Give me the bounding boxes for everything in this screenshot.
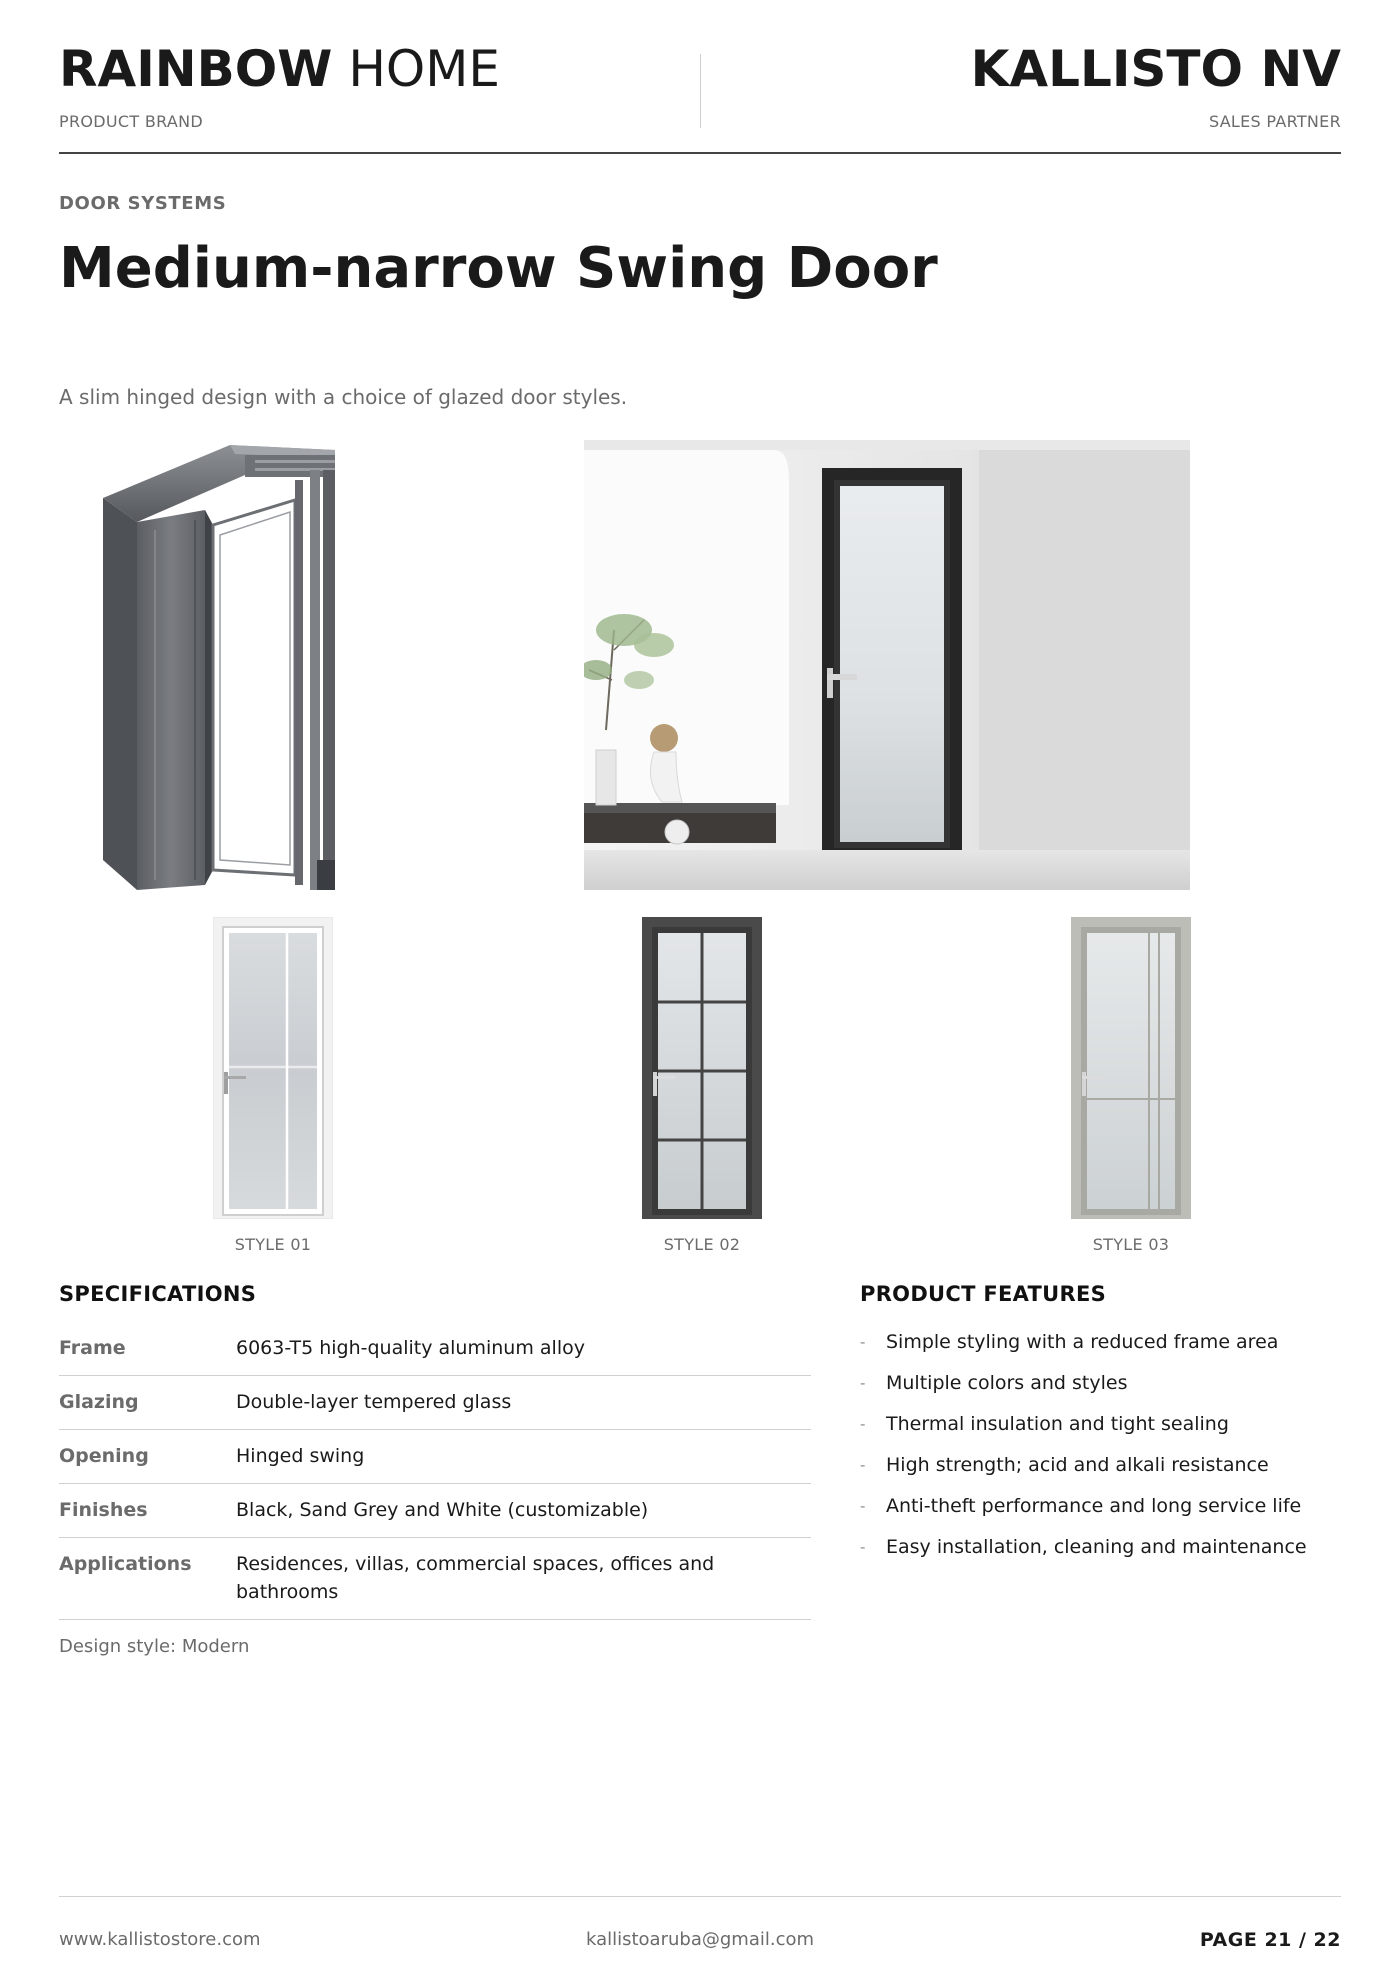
feature-text: Anti-theft performance and long service life	[886, 1495, 1302, 1517]
spec-value: Residences, villas, commercial spaces, offices and bathrooms	[236, 1553, 715, 1603]
style-label-03: STYLE 03	[1092, 1235, 1170, 1254]
specifications-table	[59, 1328, 811, 1620]
spec-value: 6063-T5 high-quality aluminum alloy	[236, 1337, 585, 1359]
feature-text: High strength; acid and alkali resistance	[886, 1454, 1269, 1476]
dash-bullet-icon: -	[860, 1374, 866, 1392]
style-label-01: STYLE 01	[234, 1235, 312, 1254]
style-label-02: STYLE 02	[663, 1235, 741, 1254]
feature-item	[860, 1328, 1341, 1356]
dash-bullet-icon: -	[860, 1538, 866, 1556]
feature-text: Thermal insulation and tight sealing	[886, 1413, 1229, 1435]
spec-row-finishes	[59, 1484, 811, 1538]
spec-row-applications	[59, 1538, 811, 1620]
spec-value: Black, Sand Grey and White (customizable)	[236, 1499, 649, 1521]
spec-key: Frame	[59, 1337, 126, 1359]
feature-item	[860, 1410, 1341, 1438]
design-style-note: Design style: Modern	[59, 1636, 250, 1657]
page-number: PAGE 21 / 22	[1199, 1929, 1341, 1951]
feature-item	[860, 1492, 1341, 1520]
specifications-section	[59, 1282, 811, 1657]
features-title: PRODUCT FEATURES	[860, 1282, 1107, 1306]
product-category: DOOR SYSTEMS	[59, 193, 227, 214]
email-link[interactable]: kallistoaruba@gmail.com	[585, 1929, 815, 1950]
room-scene-image	[584, 440, 1190, 890]
product-features-section	[860, 1282, 1341, 1574]
feature-text: Easy installation, cleaning and maintenance	[886, 1536, 1307, 1558]
brand-name-light: HOME	[348, 40, 501, 98]
features-list	[860, 1328, 1341, 1561]
dash-bullet-icon: -	[860, 1497, 866, 1515]
website-link[interactable]: www.kallistostore.com	[59, 1929, 261, 1950]
header-divider	[700, 54, 701, 128]
product-brand-block	[59, 36, 500, 131]
spec-value: Hinged swing	[236, 1445, 365, 1467]
spec-value: Double-layer tempered glass	[236, 1391, 512, 1413]
spec-key: Finishes	[59, 1499, 148, 1521]
product-title: Medium-narrow Swing Door	[59, 236, 938, 301]
spec-key: Glazing	[59, 1391, 139, 1413]
feature-item	[860, 1369, 1341, 1397]
spec-row-opening	[59, 1430, 811, 1484]
product-subtitle: A slim hinged design with a choice of glazed door styles.	[59, 385, 628, 409]
brand-name-bold: RAINBOW	[59, 40, 333, 98]
door-style-01-image	[213, 917, 333, 1219]
feature-item	[860, 1451, 1341, 1479]
brand-name	[59, 36, 500, 102]
spec-row-glazing	[59, 1376, 811, 1430]
frame-profile-image	[95, 440, 335, 890]
specifications-title: SPECIFICATIONS	[59, 1282, 257, 1306]
page-header	[59, 36, 1341, 154]
dash-bullet-icon: -	[860, 1415, 866, 1433]
style-card-01[interactable]	[173, 917, 373, 1254]
brand-caption: PRODUCT BRAND	[59, 112, 204, 131]
spec-key: Applications	[59, 1553, 192, 1575]
spec-key: Opening	[59, 1445, 149, 1467]
sales-partner-block	[971, 36, 1341, 131]
feature-text: Simple styling with a reduced frame area	[886, 1331, 1279, 1353]
door-style-02-image	[642, 917, 762, 1219]
feature-item	[860, 1533, 1341, 1561]
style-card-02[interactable]	[602, 917, 802, 1254]
door-style-03-image	[1071, 917, 1191, 1219]
partner-caption: SALES PARTNER	[1208, 112, 1341, 131]
partner-name: KALLISTO NV	[970, 40, 1341, 98]
dash-bullet-icon: -	[860, 1333, 866, 1351]
page-footer	[59, 1896, 1341, 1960]
spec-row-frame	[59, 1328, 811, 1376]
feature-text: Multiple colors and styles	[886, 1372, 1128, 1394]
dash-bullet-icon: -	[860, 1456, 866, 1474]
style-card-03[interactable]	[1031, 917, 1231, 1254]
